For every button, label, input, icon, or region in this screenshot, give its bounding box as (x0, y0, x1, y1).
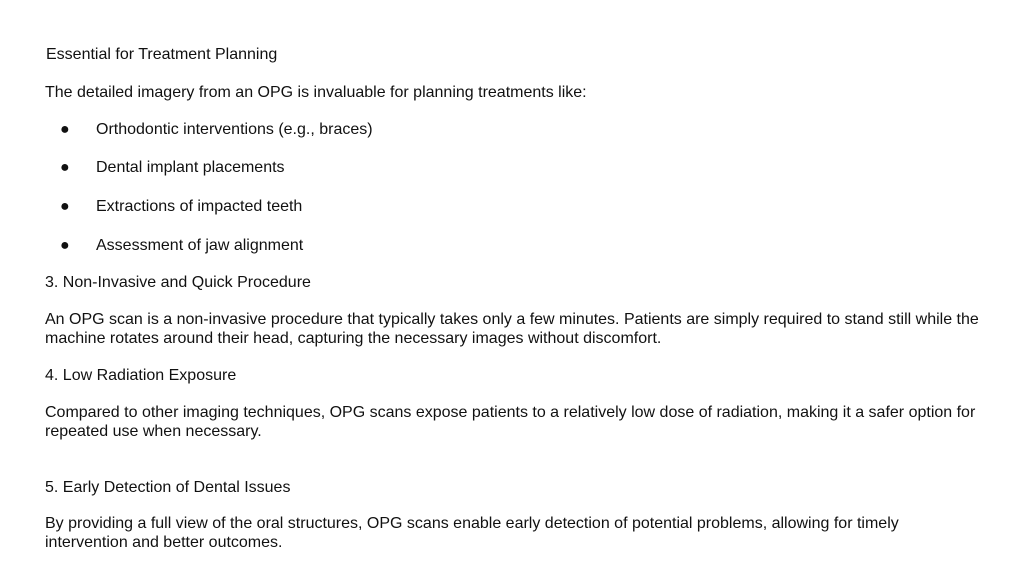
bullet-icon: ● (60, 121, 70, 138)
section-body: An OPG scan is a non-invasive procedure that typically takes only a few minutes. Patients are simply required to stand still while the machine rotates around their head, capturing the necessary images without discomfort. (45, 311, 979, 347)
bullet-icon: ● (60, 159, 70, 176)
bullet-text: Dental implant placements (96, 159, 285, 176)
bullet-icon: ● (60, 237, 70, 254)
section-body: By providing a full view of the oral structures, OPG scans enable early detection of potential problems, allowing for timely intervention and better outcomes. (45, 515, 899, 551)
bullet-text: Orthodontic interventions (e.g., braces) (96, 121, 373, 138)
section-heading: 5. Early Detection of Dental Issues (45, 479, 291, 496)
section-body: Compared to other imaging techniques, OPG scans expose patients to a relatively low dose of radiation, making it a safer option for repeated use when necessary. (45, 404, 976, 440)
bullet-icon: ● (60, 198, 70, 215)
intro-paragraph: The detailed imagery from an OPG is invaluable for planning treatments like: (45, 84, 587, 101)
section-heading: 3. Non-Invasive and Quick Procedure (45, 274, 311, 291)
bullet-text: Assessment of jaw alignment (96, 237, 304, 254)
bullet-text: Extractions of impacted teeth (96, 198, 303, 215)
section-heading: 4. Low Radiation Exposure (45, 367, 237, 384)
section-heading-treatment-planning: Essential for Treatment Planning (46, 46, 278, 63)
